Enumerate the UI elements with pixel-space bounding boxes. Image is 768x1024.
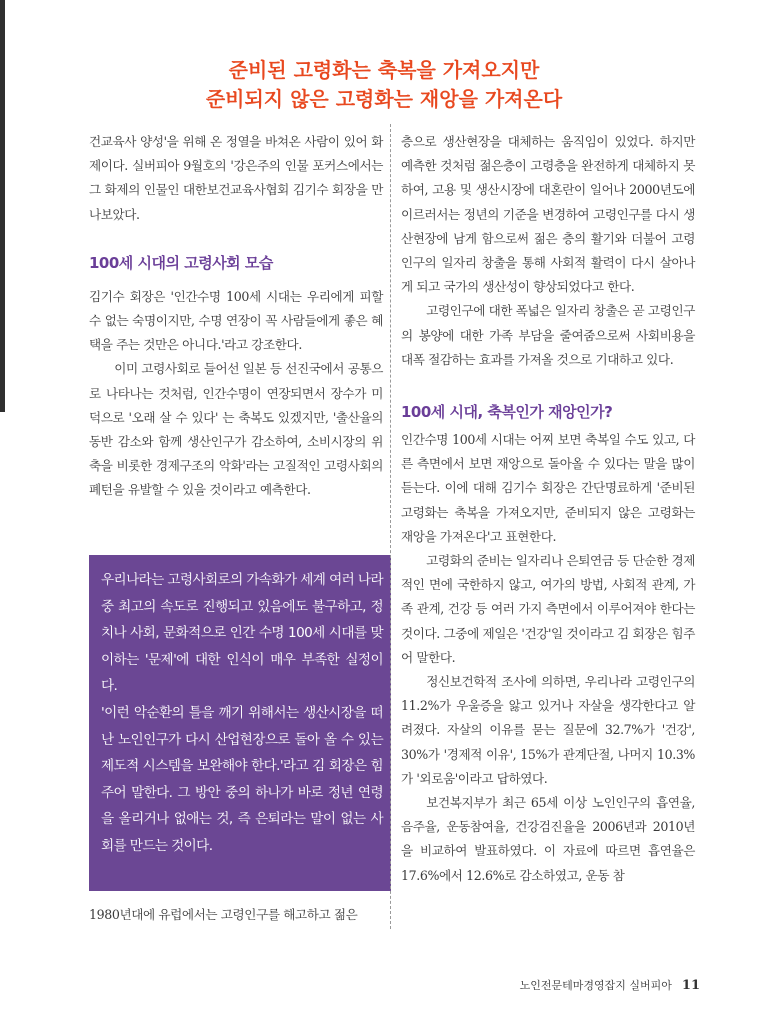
right-paragraph-4: 고령화의 준비는 일자리나 은퇴연금 등 단순한 경제적인 면에 국한하지 않고, 여가의 방법, 사회적 관계, 가족 관계, 건강 등 여러 가지 측면에서 이루어져야 한다는 것이다. 그중에 제일은 '건강'일 것이라고 김 회장은 힘주어 말한다. xyxy=(401,553,695,665)
pull-quote-paragraph-2: '이런 악순환의 틀을 깨기 위해서는 생산시장을 떠난 노인인구가 다시 산업현장으로 돌아 올 수 있는 제도적 시스템을 보완해야 한다.'라고 김 회장은 힘주어 말한다. 그 방안 중의 하나가 바로 정년 연령을 올리거나 없애는 것, 즉 은퇴라는 말이 없는 사회를 만드는 것이다. xyxy=(101,704,383,854)
left-paragraph-2: 이미 고령사회로 들어선 일본 등 선진국에서 공통으로 나타나는 것처럼, 인간수명이 연장되면서 장수가 미덕으로 '오래 살 수 있다' 는 축복도 있겠지만, '출산율의 동반 감소와 함께 생산인구가 감소하여, 소비시장의 위축을 비롯한 경제구조의 악화'라는 고질적인 고령사회의 폐턴을 유발할 수 있을 것이라고 예측한다. xyxy=(89,361,383,498)
page-number: 11 xyxy=(681,978,700,993)
right-paragraph-3: 인간수명 100세 시대는 어찌 보면 축복일 수도 있고, 다른 측면에서 보면 재앙으로 돌아올 수 있다는 말을 많이 듣는다. 이에 대해 김기수 회장은 간단명료하게 '준비된 고령화는 축복을 가져오지만, 준비되지 않은 고령화는 재앙을 가져온다'고 표현한다. xyxy=(401,432,695,544)
left-intro-paragraph: 건교육사 양성'을 위해 온 정열을 바쳐온 사람이 있어 화제이다. 실버피아 9월호의 '강은주의 인물 포커스에서는 그 화제의 인물인 대한보건교육사협회 김기수 회장을 만나보았다. xyxy=(89,134,383,222)
right-paragraph-5: 정신보건학적 조사에 의하면, 우리나라 고령인구의 11.2%가 우울증을 앓고 있거나 자살을 생각한다고 알려졌다. 자살의 이유를 묻는 질문에 32.7%가 '건강', 30%가 '경제적 이유', 15%가 관계단절, 나머지 10.3%가 '외로움'이라고 답하였다. xyxy=(401,674,695,786)
headline-line-2: 준비되지 않은 고령화는 재앙을 가져온다 xyxy=(205,87,563,111)
left-column xyxy=(89,130,383,503)
section-heading-100-year-society: 100세 시대의 고령사회 모습 xyxy=(89,253,273,272)
pull-quote-paragraph-1: 우리나라는 고령사회로의 가속화가 세계 여러 나라 중 최고의 속도로 진행되고 있음에도 불구하고, 정치나 사회, 문화적으로 인간 수명 100세 시대를 맞이하는 '문제'에 대한 인식이 매우 부족한 실정이다. xyxy=(101,572,383,695)
headline-line-1: 준비된 고령화는 축복을 가져오지만 xyxy=(228,58,540,82)
right-paragraph-2: 고령인구에 대한 폭넓은 일자리 창출은 곧 고령인구의 봉양에 대한 가족 부담을 줄여줌으로써 사회비용을 대폭 절감하는 효과를 가져올 것으로 기대하고 있다. xyxy=(401,303,695,367)
left-bottom-paragraph: 1980년대에 유럽에서는 고령인구를 해고하고 젊은 xyxy=(89,907,358,922)
right-column xyxy=(401,130,695,888)
column-divider xyxy=(390,124,391,929)
magazine-name: 노인전문테마경영잡지 실버피아 xyxy=(519,979,672,992)
pull-quote-box xyxy=(89,555,391,891)
right-paragraph-1: 층으로 생산현장을 대체하는 움직임이 있었다. 하지만 예측한 것처럼 젊은층이 고령층을 완전하게 대체하지 못하여, 고용 및 생산시장에 대혼란이 일어나 2000년도에 이르러서는 정년의 기준을 변경하여 고령인구를 다시 생산현장에 남게 함으로써 젊은 층의 활기와 더불어 고령인구의 일자리 창출을 통해 사회적 활력이 다시 살아나게 되고 국가의 생산성이 향상되었다고 한다. xyxy=(401,134,695,295)
page-footer xyxy=(520,977,700,993)
left-paragraph-1: 김기수 회장은 '인간수명 100세 시대는 우리에게 피할 수 없는 숙명이지만, 수명 연장이 꼭 사람들에게 좋은 혜택을 주는 것만은 아니다.'라고 강조한다. xyxy=(89,288,383,353)
section-heading-blessing-or-disaster: 100세 시대, 축복인가 재앙인가? xyxy=(401,403,613,422)
right-paragraph-6: 보건복지부가 최근 65세 이상 노인인구의 흡연율, 음주율, 운동참여율, 건강검진율을 2006년과 2010년을 비교하여 발표하였다. 이 자료에 따르면 흡연율은 17.6%에서 12.6%로 감소하였고, 운동 참 xyxy=(401,795,695,883)
